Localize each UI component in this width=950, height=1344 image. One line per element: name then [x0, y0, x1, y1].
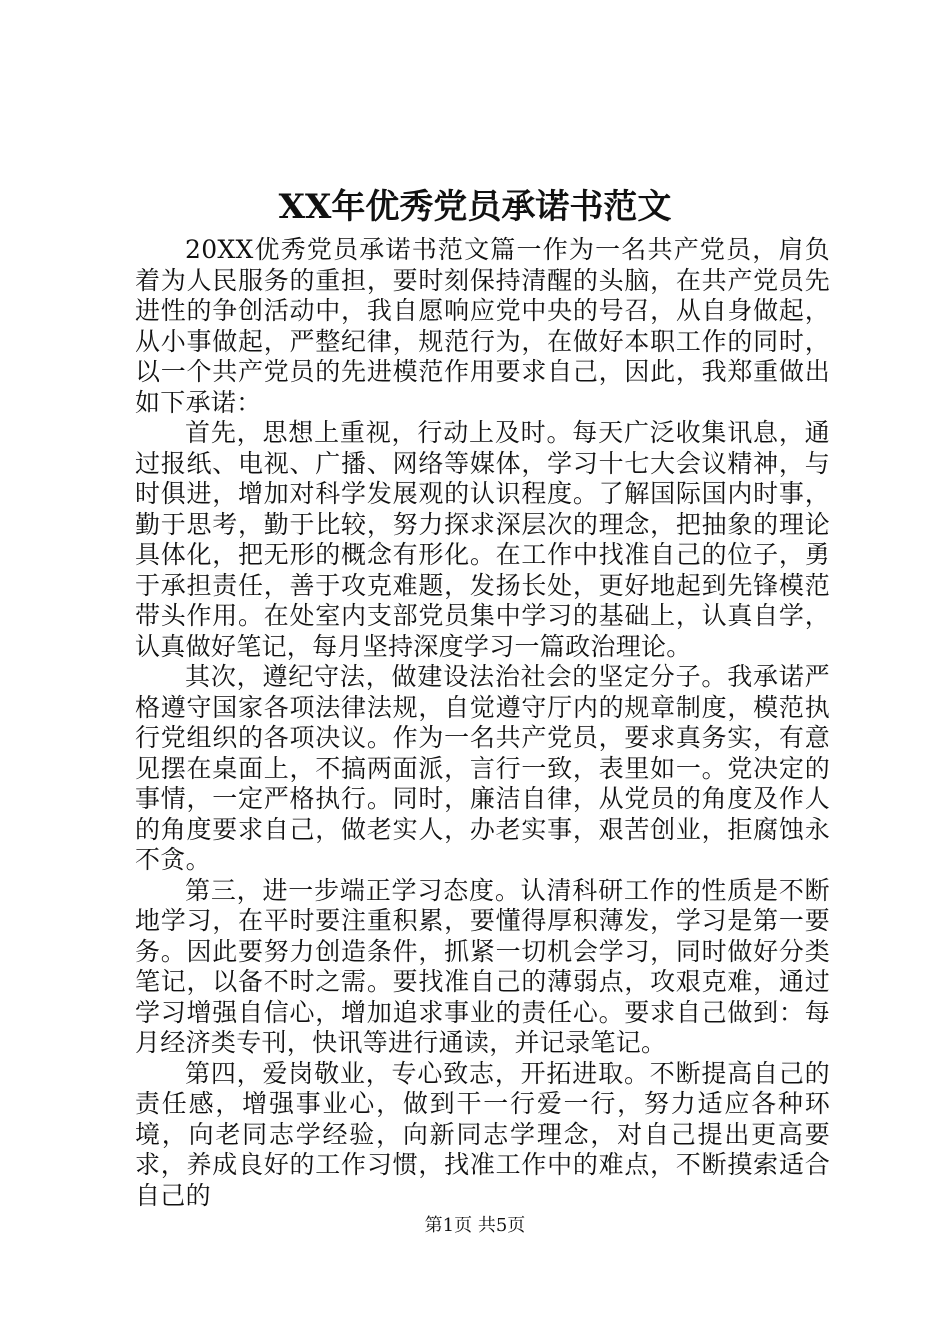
document-title: XX年优秀党员承诺书范文	[278, 187, 672, 227]
page-number-footer: 第1页 共5页	[424, 1215, 526, 1236]
document-body	[135, 235, 830, 1211]
paragraph-fourth: 第四，爱岗敬业，专心致志，开拓进取。不断提高自己的责任感，增强事业心，做到干一行爱一行，努力适应各种环境，向老同志学经验，向新同志学理念，对自己提出更高要求，养成良好的工作习惯，找准工作中的难点，不断摸索适合自己的	[135, 1058, 830, 1210]
paragraph-third: 第三，进一步端正学习态度。认清科研工作的性质是不断地学习，在平时要注重积累，要懂得厚积薄发，学习是第一要务。因此要努力创造条件，抓紧一切机会学习，同时做好分类笔记，以备不时之需。要找准自己的薄弱点，攻艰克难，通过学习增强自信心，增加追求事业的责任心。要求自己做到：每月经济类专刊，快讯等进行通读，并记录笔记。	[135, 875, 830, 1057]
paragraph-second: 其次，遵纪守法，做建设法治社会的坚定分子。我承诺严格遵守国家各项法律法规，自觉遵守厅内的规章制度，模范执行党组织的各项决议。作为一名共产党员，要求真务实，有意见摆在桌面上，不搞两面派，言行一致，表里如一。党决定的事情，一定严格执行。同时，廉洁自律，从党员的角度及作人的角度要求自己，做老实人，办老实事，艰苦创业，拒腐蚀永不贪。	[135, 662, 830, 874]
paragraph-intro: 20XX优秀党员承诺书范文篇一作为一名共产党员，肩负着为人民服务的重担，要时刻保持清醒的头脑，在共产党员先进性的争创活动中，我自愿响应党中央的号召，从自身做起，从小事做起，严整纪律，规范行为，在做好本职工作的同时，以一个共产党员的先进模范作用要求自己，因此，我郑重做出如下承诺：	[135, 235, 830, 417]
paragraph-first: 首先，思想上重视，行动上及时。每天广泛收集讯息，通过报纸、电视、广播、网络等媒体，学习十七大会议精神，与时俱进，增加对科学发展观的认识程度。了解国际国内时事，勤于思考，勤于比较，努力探求深层次的理念，把抽象的理论具体化，把无形的概念有形化。在工作中找准自己的位子，勇于承担责任，善于攻克难题，发扬长处，更好地起到先锋模范带头作用。在处室内支部党员集中学习的基础上，认真自学，认真做好笔记，每月坚持深度学习一篇政治理论。	[135, 418, 830, 661]
